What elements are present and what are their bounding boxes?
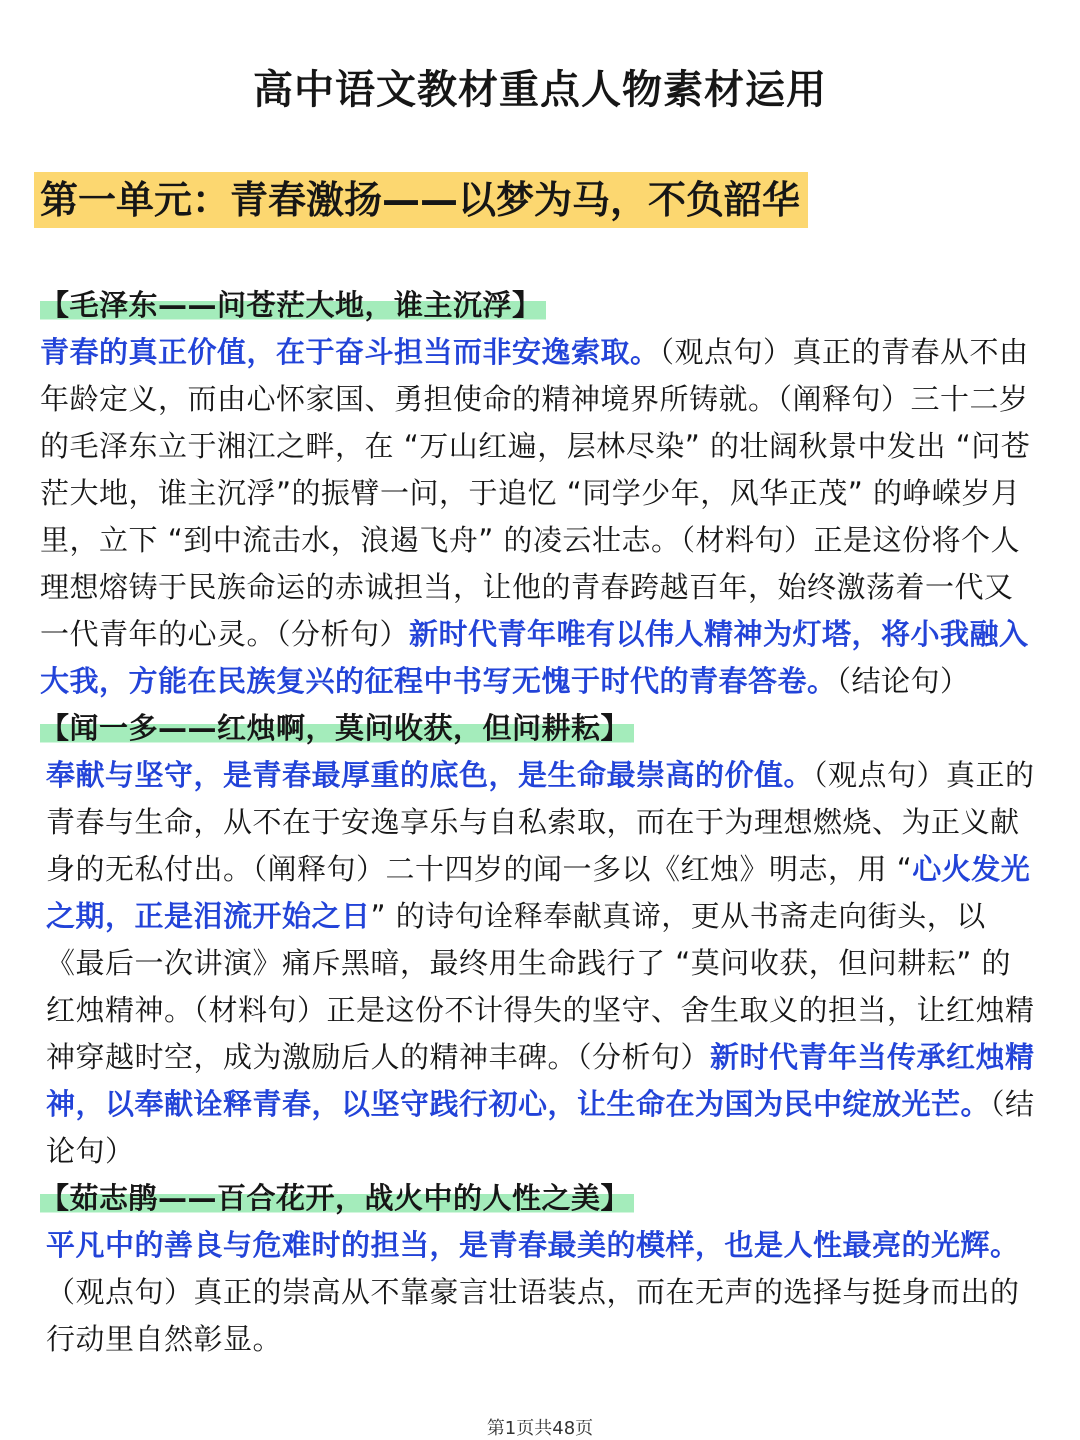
unit-heading: 第一单元：青春激扬——以梦为马，不负韶华 (34, 172, 808, 228)
paragraph-text: （观点句）真正的青春与生命，从不在于安逸享乐与自私索取，而在于为理想燃烧、为正义献身的无私付出。（阐释句）二十四岁的闻一多以《红烛》明志，用 “ (46, 758, 1035, 886)
paragraph-tail: （结论句） (836, 664, 970, 698)
paragraph-text: （观点句）真正的青春从不由年龄定义，而由心怀家国、勇担使命的精神境界所铸就。（阐释句）三十二岁的毛泽东立于湘江之畔，在 “万山红遍，层林尽染” 的壮阔秋景中发出 “问苍茫大地，谁主沉浮”的振臂一问，于追忆 “同学少年，风华正茂” 的峥嵘岁月里，立下 “到中流击水，浪遏飞舟” 的凌云壮志。（材料句）正是这份将个人理想熔铸于民族命运的赤诚担当，让他的青春跨越百年，始终激荡着一代又一代青年的心灵。（分析句） (40, 335, 1031, 651)
section-heading-ru: 【茹志鹃——百合花开，战火中的人性之美】 (40, 1175, 1040, 1222)
paragraph-text-continued: ” 的诗句诠释奉献真谛，更从书斋走向街头，以《最后一次讲演》痛斥黑暗，最终用生命践行了 “莫问收获，但问耕耘” 的红烛精神。（材料句）正是这份不计得失的坚守、舍生取义的担当，让红烛精神穿越时空，成为激励后人的精神丰碑。（分析句） (46, 899, 1035, 1074)
conclusion-sentence: 新时代青年当传承红烛精神，以奉献诠释青春，以坚守践行初心，让生命在为国为民中绽放光芒。 (46, 1040, 1035, 1121)
viewpoint-sentence: 平凡中的善良与危难时的担当，是青春最美的模样，也是人性最亮的光辉。 (46, 1228, 1020, 1262)
paragraph-tail: （结论句） (46, 1087, 1035, 1168)
section-paragraph-mao (40, 329, 1040, 705)
page-number: 第1页共48页 (486, 1418, 594, 1439)
paragraph-text: （观点句）真正的崇高从不靠豪言壮语装点，而在无声的选择与挺身而出的行动里自然彰显。 (46, 1275, 1020, 1356)
section-paragraph-ru (40, 1222, 1040, 1363)
page-title: 高中语文教材重点人物素材运用 (253, 67, 827, 113)
section-heading-wen: 【闻一多——红烛啊，莫问收获，但问耕耘】 (40, 705, 1040, 752)
viewpoint-sentence: 奉献与坚守，是青春最厚重的底色，是生命最崇高的价值。 (46, 758, 814, 792)
viewpoint-sentence: 青春的真正价值，在于奋斗担当而非安逸索取。 (40, 335, 660, 369)
section-paragraph-wen (40, 752, 1040, 1175)
conclusion-sentence: 新时代青年唯有以伟人精神为灯塔，将小我融入大我，方能在民族复兴的征程中书写无愧于时代的青春答卷。 (40, 617, 1029, 698)
poem-quote: 心火发光之期，正是泪流开始之日 (46, 852, 1031, 933)
article-body (40, 282, 1040, 1363)
section-heading-mao: 【毛泽东——问苍茫大地，谁主沉浮】 (40, 282, 1040, 329)
